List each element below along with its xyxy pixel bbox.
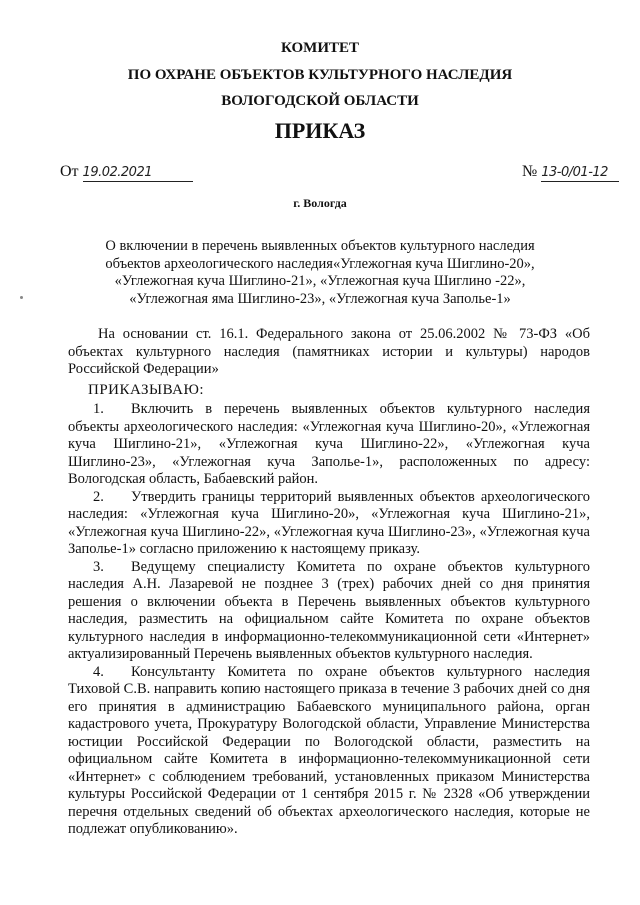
order-item	[68, 559, 590, 664]
subject-line: «Углежогная яма Шиглино-23», «Углежогная куча Заполье-1»	[129, 290, 511, 307]
city-label: г. Вологда	[293, 196, 347, 210]
order-items-list	[68, 401, 590, 839]
order-keyword: ПРИКАЗЫВАЮ:	[88, 382, 205, 398]
subject-line: объектов археологического наследия«Углежогная куча Шиглино-20»,	[105, 255, 535, 272]
subject-line: О включении в перечень выявленных объектов культурного наследия	[105, 238, 535, 254]
date-prefix: От	[60, 163, 79, 180]
item-text: Включить в перечень выявленных объектов культурного наследия объекты археологического наследия: «Углежогная куча Шиглино-20», «Углежогная куча Шиглино-21», «Углежогная куча Шиглино-22», «Углежогная куча Шиглино-23», «Углежогная куча Заполье-1», расположенных по адресу: Вологодская область, Бабаевский район.	[68, 401, 590, 487]
handwritten-number: 13-0/01-12	[541, 165, 608, 180]
item-number: 4.	[93, 663, 104, 680]
order-number	[522, 163, 619, 182]
order-date	[60, 163, 193, 182]
order-item	[68, 401, 590, 489]
number-prefix: №	[522, 163, 538, 180]
item-text: Утвердить границы территорий выявленных объектов археологического наследия: «Углежогная куча Шиглино-20», «Углежогная куча Шиглино-21», «Углежогная куча Шиглино-22», «Углежогная куча Шиглино-23», «Углежогная куча Заполье-1» согласно приложению к настоящему приказу.	[68, 488, 590, 557]
item-number: 2.	[93, 488, 104, 505]
order-item	[68, 489, 590, 559]
committee-name-line2: ПО ОХРАНЕ ОБЪЕКТОВ КУЛЬТУРНОГО НАСЛЕДИЯ	[127, 67, 513, 83]
document-title: ПРИКАЗ	[274, 118, 366, 143]
order-subject	[100, 238, 540, 308]
committee-name-line1: КОМИТЕТ	[280, 40, 359, 56]
date-field	[83, 163, 193, 182]
item-text: Консультанту Комитета по охране объектов культурного наследия Тиховой С.В. направить копию настоящего приказа в течение 3 рабочих дней со дня его принятия в администрацию Бабаевского муниципального района, орган кадастрового учета, Прокуратуру Вологодской области, Управление Министерства юстиции Российской Федерации по Вологодской области, разместить на официальном сайте Комитета в информационно-телекоммуникационной сети «Интернет» с соблюдением требований, установленных приказом Министерства культуры Российской Федерации от 1 сентября 2015 г. № 2328 «Об утверждении перечня отдельных сведений об объектах археологического наследия, которые не подлежат опубликованию».	[68, 663, 590, 837]
item-number: 3.	[93, 558, 104, 575]
order-item	[68, 664, 590, 839]
handwritten-date: 19.02.2021	[82, 165, 152, 180]
legal-basis-paragraph: На основании ст. 16.1. Федерального закона от 25.06.2002 № 73-ФЗ «Об объектах культурного наследия (памятниках истории и культуры) народов Российской Федерации»	[68, 326, 590, 377]
number-field	[541, 163, 619, 182]
item-number: 1.	[93, 401, 104, 417]
subject-line: «Углежогная куча Шиглино-21», «Углежогная куча Шиглино -22»,	[114, 273, 526, 289]
committee-name-line3: ВОЛОГОДСКОЙ ОБЛАСТИ	[221, 93, 419, 109]
item-text: Ведущему специалисту Комитета по охране объектов культурного наследия А.Н. Лазаревой не позднее 3 (трех) рабочих дней со дня принятия решения о включении объекта в Перечень выявленных объектов культурного наследия, разместить на официальном сайте Комитета по охране объектов культурного наследия в информационно-телекоммуникационной сети «Интернет» актуализированный Перечень выявленных объектов культурного наследия.	[68, 558, 590, 662]
scan-dot	[20, 296, 23, 299]
